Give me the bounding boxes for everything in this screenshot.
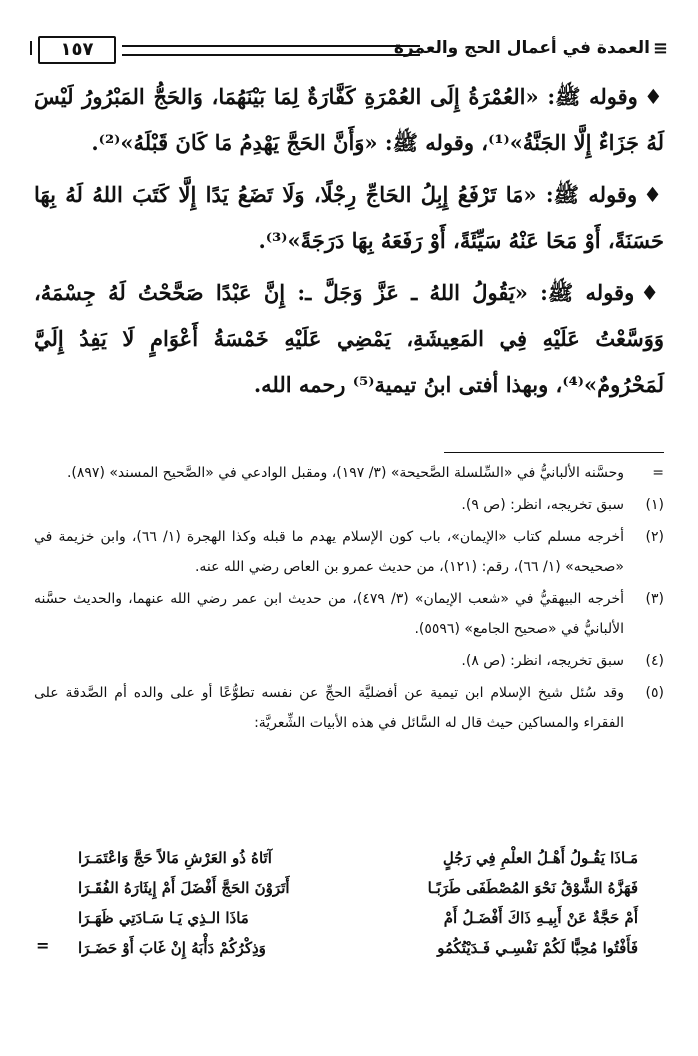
footnote	[34, 584, 664, 644]
verse-first-half: أَمْ حَجَّةٌ عَنْ أَبِيـهِ ذَاكَ أَفْضَـلُ أَمْ	[443, 909, 638, 927]
verse-second-half: وَذِكْرُكُمْ دَأْبَهُ إِنْ غَابَ أَوْ حَضَـرَا	[78, 939, 266, 957]
footnote-number: (٣)	[645, 591, 664, 607]
footnote-divider	[444, 452, 664, 453]
footnote-continuation	[34, 458, 664, 488]
running-title: العمدة في أعمال الحج والعمرة	[393, 38, 650, 58]
footnote-number: (١)	[645, 497, 664, 513]
bullet-icon: ♦	[640, 280, 664, 305]
footnote-number: (٥)	[645, 685, 664, 701]
footnote-number: (٤)	[645, 653, 664, 669]
footnotes	[34, 458, 664, 740]
footnote	[34, 490, 664, 520]
page-number: ١٥٧	[38, 36, 116, 64]
poem	[78, 843, 638, 963]
footnote	[34, 522, 664, 582]
poem-verse	[78, 873, 638, 903]
hadith-paragraph	[34, 172, 664, 264]
verse-second-half: أَتَرَوْنَ الحَجَّ أَفْضَلَ أَمْ إِيثَارَهُ الفُقَـرَا	[78, 879, 290, 897]
poem-verse	[78, 933, 638, 963]
verse-second-half: آتَاهُ ذُو العَرْشِ مَالاً حَجَّ وَاعْتَمَـرَا	[78, 849, 272, 867]
hadith-paragraph	[34, 74, 664, 166]
running-header	[30, 36, 668, 62]
footnote-text: سبق تخريجه، انظر: (ص ٩).	[461, 497, 624, 513]
verse-first-half: مَـاذَا يَقُـولُ أَهْـلُ العلْمِ فِي رَجُلٍ	[442, 849, 638, 867]
paragraph-text: وقوله ﷺ: «العُمْرَةُ إِلَى العُمْرَةِ كَفَّارَةٌ لِمَا بَيْنَهُمَا، وَالحَجُّ المَبْرُورُ لَيْسَ لَهُ جَزَاءٌ إِلَّا الجَنَّةُ»⁽¹⁾، وقوله ﷺ: «وَأَنَّ الحَجَّ يَهْدِمُ مَا كَانَ قَبْلَهُ»⁽²⁾.	[34, 84, 664, 155]
header-rule	[122, 45, 420, 56]
footnote	[34, 646, 664, 676]
footnote-number: (٢)	[645, 529, 664, 545]
footnote-text: وحسَّنه الألبانيُّ في «السِّلسلة الصَّحيحة» (٣/ ١٩٧)، ومقبل الوادعي في «الصَّحيح المسند» (٨٩٧).	[66, 465, 624, 481]
main-text	[34, 74, 664, 414]
footnote-text: أخرجه مسلم كتاب «الإيمان»، باب كون الإسلام يهدم ما قبله وكذا الهجرة (١/ ٦٦)، وابن خزيمة في «صحيحه» (١/ ٦٦)، رقم: (١٢١)، من حديث عمرو بن العاص رضي الله عنه.	[34, 529, 624, 575]
poem-verse	[78, 843, 638, 873]
poem-verse	[78, 903, 638, 933]
continuation-end-mark: =	[36, 936, 50, 955]
page-number-ornament	[30, 41, 40, 55]
verse-first-half: فَأَفْتُوا مُحِبًّا لَكُمْ نَفْسِـي فَـدَيْتُكُمُو	[437, 939, 638, 957]
verse-second-half: مَاذَا الـذِي يَـا سَـادَتِي ظَهَـرَا	[78, 909, 249, 927]
verse-first-half: فَهَزَّهُ الشَّوْقُ نَحْوَ المُصْطَفَى طَرَبًـا	[427, 879, 638, 897]
continuation-mark: =	[652, 465, 664, 481]
footnote-text: سبق تخريجه، انظر: (ص ٨).	[461, 653, 624, 669]
hadith-paragraph	[34, 270, 664, 408]
footnote-text: أخرجه البيهقيُّ في «شعب الإيمان» (٣/ ٤٧٩)، من حديث ابن عمر رضي الله عنهما، والحديث حسَّنه الألبانيُّ في «صحيح الجامع» (٥٥٩٦).	[34, 591, 624, 637]
header-mark: ≡	[652, 38, 668, 59]
bullet-icon: ♦	[643, 182, 665, 207]
footnote	[34, 678, 664, 738]
paragraph-text: وقوله ﷺ: «يَقُولُ اللهُ ـ عَزَّ وَجَلَّ ـ: إِنَّ عَبْدًا صَحَّحْتُ لَهُ جِسْمَهُ، وَوَسَّعْتُ عَلَيْهِ فِي المَعِيشَةِ، يَمْضِي عَلَيْهِ خَمْسَةُ أَعْوَامٍ لَا يَفِدُ إِلَيَّ لَمَحْرُومٌ»⁽⁴⁾، وبهذا أفتى ابنُ تيمية⁽⁵⁾ رحمه الله.	[34, 280, 664, 397]
footnote-text: وقد سُئل شيخ الإسلام ابن تيمية عن أفضليَّة الحجِّ عن نفسه تطوُّعًا أو على والده أم الصَّدقة على الفقراء والمساكين حيث قال له السَّائل في هذه الأبيات الشِّعريَّة:	[34, 685, 624, 731]
bullet-icon: ♦	[643, 84, 665, 109]
paragraph-text: وقوله ﷺ: «مَا تَرْفَعُ إِبِلُ الحَاجِّ رِجْلًا، وَلَا تَضَعُ يَدًا إِلَّا كَتَبَ اللهُ لَهُ بِهَا حَسَنَةً، أَوْ مَحَا عَنْهُ سَيِّئَةً، أَوْ رَفَعَهُ بِهَا دَرَجَةً»⁽³⁾.	[34, 182, 664, 253]
